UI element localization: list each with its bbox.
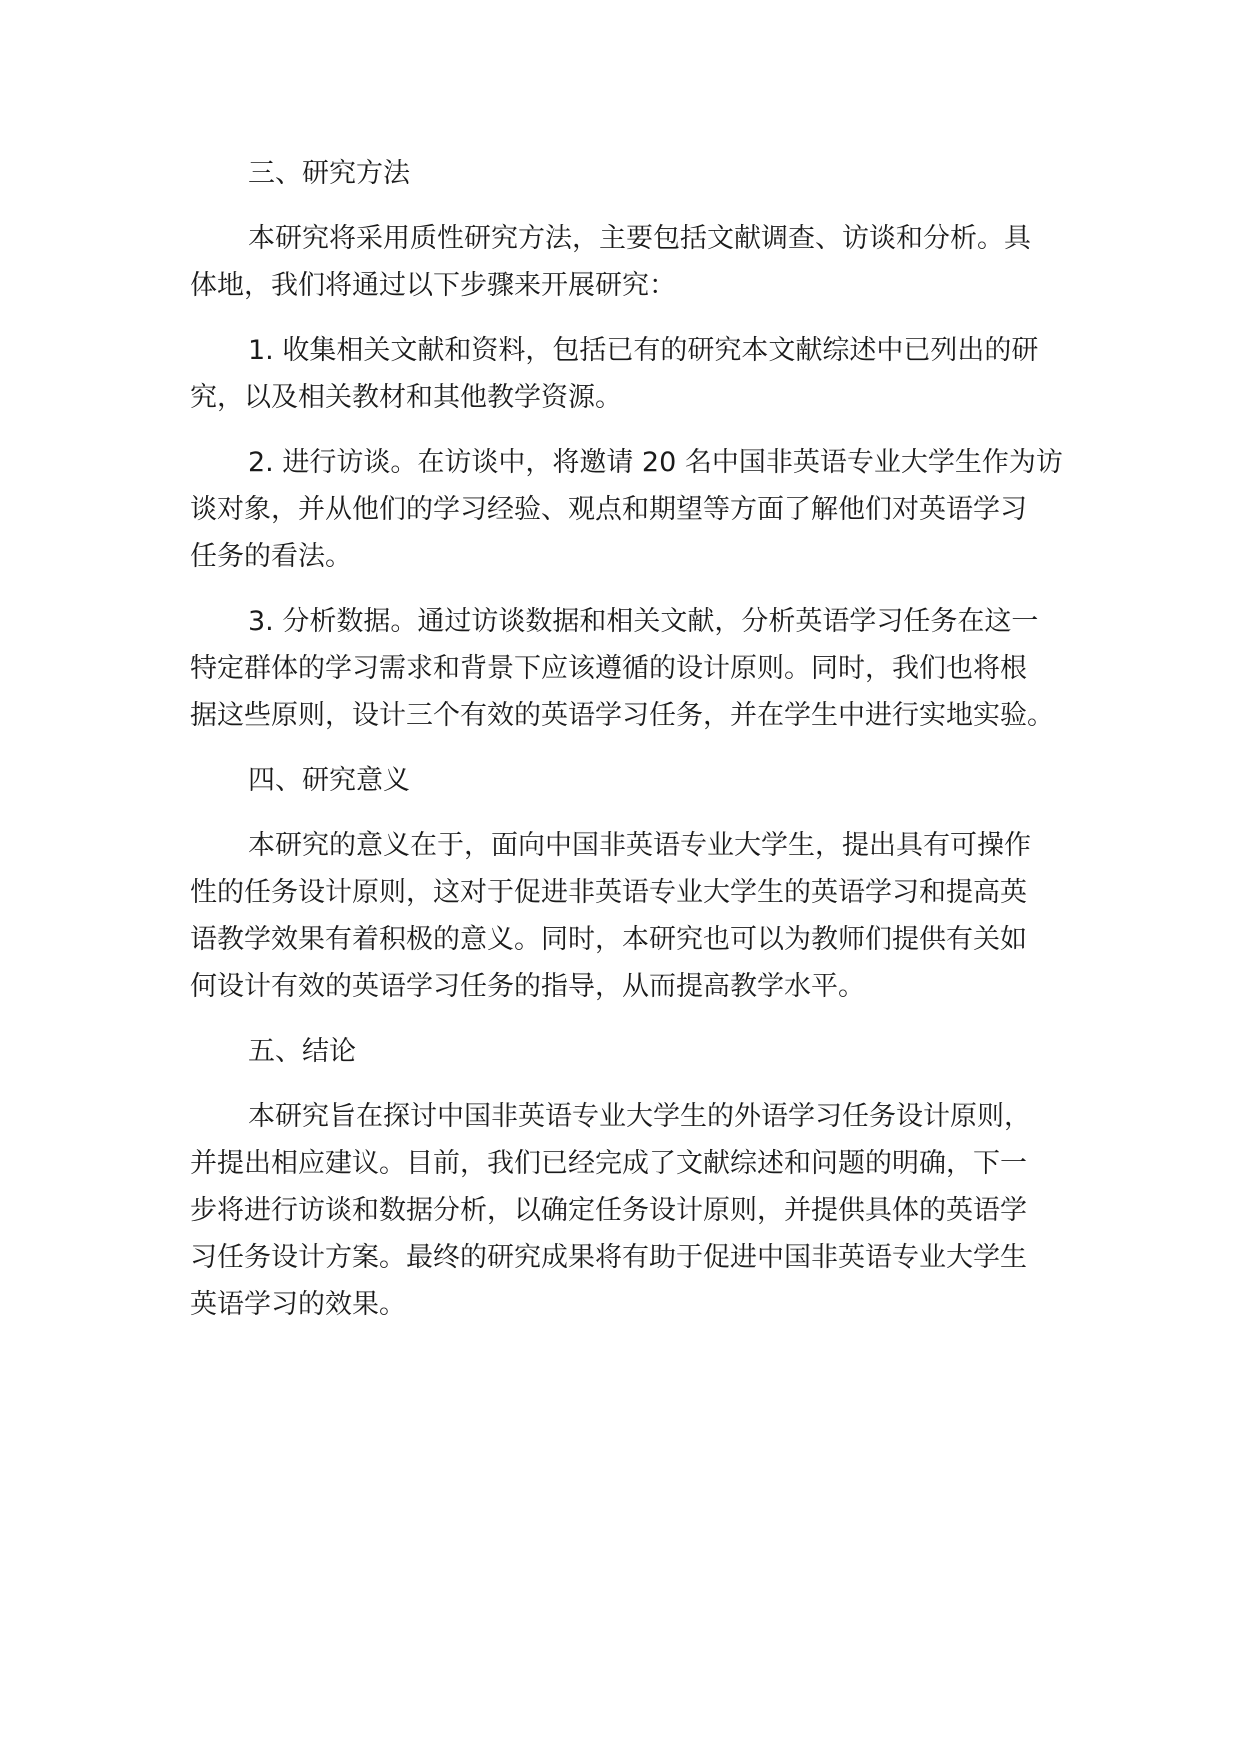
paragraph-line: 何设计有效的英语学习任务的指导，从而提高教学水平。: [190, 971, 865, 1002]
paragraph-line: 步将进行访谈和数据分析，以确定任务设计原则，并提供具体的英语学: [190, 1195, 1027, 1226]
paragraph-conclusion: [190, 1093, 1090, 1328]
paragraph-line: 习任务设计方案。最终的研究成果将有助于促进中国非英语专业大学生: [190, 1242, 1027, 1273]
paragraph-line: 谈对象，并从他们的学习经验、观点和期望等方面了解他们对英语学习: [190, 494, 1027, 525]
paragraph-line: 据这些原则，设计三个有效的英语学习任务，并在学生中进行实地实验。: [190, 700, 1054, 731]
paragraph-line: 体地，我们将通过以下步骤来开展研究：: [190, 270, 676, 301]
paragraph-significance: [190, 822, 1090, 1010]
heading-line: 三、研究方法: [248, 158, 410, 189]
paragraph-line: 1. 收集相关文献和资料，包括已有的研究本文献综述中已列出的研: [248, 335, 1039, 366]
paragraph-line: 2. 进行访谈。在访谈中，将邀请 20 名中国非英语专业大学生作为访: [248, 447, 1063, 478]
paragraph-line: 特定群体的学习需求和背景下应该遵循的设计原则。同时，我们也将根: [190, 653, 1027, 684]
paragraph-step-2: [190, 439, 1090, 580]
heading-line: 四、研究意义: [248, 765, 410, 796]
paragraph-line: 性的任务设计原则，这对于促进非英语专业大学生的英语学习和提高英: [190, 877, 1027, 908]
paragraph-line: 英语学习的效果。: [190, 1289, 406, 1320]
paragraph-line: 并提出相应建议。目前，我们已经完成了文献综述和问题的明确，下一: [190, 1148, 1027, 1179]
document-body: [190, 150, 1090, 1346]
section-heading-significance: [190, 757, 1090, 804]
paragraph-line: 本研究将采用质性研究方法，主要包括文献调查、访谈和分析。具: [248, 223, 1031, 254]
heading-line: 五、结论: [248, 1036, 356, 1067]
paragraph-methods-intro: [190, 215, 1090, 309]
paragraph-step-3: [190, 598, 1090, 739]
paragraph-line: 语教学效果有着积极的意义。同时，本研究也可以为教师们提供有关如: [190, 924, 1027, 955]
section-heading-research-methods: [190, 150, 1090, 197]
section-heading-conclusion: [190, 1028, 1090, 1075]
paragraph-step-1: [190, 327, 1090, 421]
paragraph-line: 3. 分析数据。通过访谈数据和相关文献，分析英语学习任务在这一: [248, 606, 1039, 637]
paragraph-line: 究，以及相关教材和其他教学资源。: [190, 382, 622, 413]
paragraph-line: 本研究旨在探讨中国非英语专业大学生的外语学习任务设计原则，: [248, 1101, 1031, 1132]
paragraph-line: 任务的看法。: [190, 541, 352, 572]
paragraph-line: 本研究的意义在于，面向中国非英语专业大学生，提出具有可操作: [248, 830, 1031, 861]
